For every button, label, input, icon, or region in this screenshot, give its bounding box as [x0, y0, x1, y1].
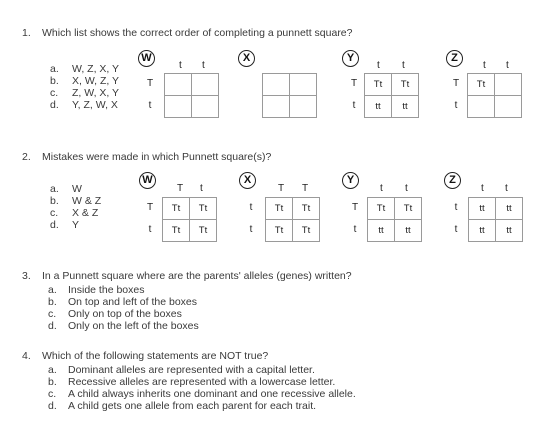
- grid-cell: [495, 74, 522, 96]
- q1-square-z-side-allele-2: t: [454, 100, 458, 111]
- q2-question-text: Mistakes were made in which Punnett square(s)?: [42, 151, 272, 163]
- grid-cell: tt: [368, 220, 395, 242]
- grid-cell: Tt: [163, 198, 190, 220]
- q1-square-w-grid: [164, 73, 219, 118]
- q2-square-y-side-allele-2: t: [353, 224, 357, 235]
- option-letter: b.: [48, 296, 57, 308]
- option-text: Z, W, X, Y: [72, 87, 120, 99]
- grid-cell: Tt: [293, 220, 320, 242]
- q2-square-y-grid: [367, 197, 422, 242]
- q2-square-x-top-allele-2: T: [302, 183, 309, 194]
- q1-square-z-top-allele-2: t: [506, 60, 509, 71]
- q2-square-w-top-allele-1: T: [177, 183, 184, 194]
- q3-option-d[interactable]: [48, 320, 199, 332]
- option-letter: d.: [50, 219, 59, 231]
- option-text: X, W, Z, Y: [72, 75, 120, 87]
- grid-cell: Tt: [190, 198, 217, 220]
- option-letter: b.: [50, 75, 59, 87]
- option-text: Dominant alleles are represented with a capital letter.: [68, 364, 315, 376]
- q1-option-a[interactable]: [50, 63, 119, 75]
- q2-option-c[interactable]: [50, 207, 101, 219]
- q4-option-a[interactable]: [48, 364, 356, 376]
- grid-cell: [192, 74, 219, 96]
- option-text: W, Z, X, Y: [72, 63, 120, 75]
- grid-cell: [263, 96, 290, 118]
- option-text: Inside the boxes: [68, 284, 145, 296]
- q2-square-x-label: X: [239, 172, 256, 189]
- q2-option-b[interactable]: [50, 195, 101, 207]
- q1-square-y-top-allele-2: t: [402, 60, 405, 71]
- q1-square-z-grid: [467, 73, 522, 118]
- option-letter: a.: [48, 284, 57, 296]
- grid-cell: [192, 96, 219, 118]
- grid-cell: Tt: [468, 74, 495, 96]
- grid-cell: tt: [496, 220, 523, 242]
- option-letter: c.: [48, 388, 57, 400]
- q3-question-text: In a Punnett square where are the parents' alleles (genes) written?: [42, 270, 352, 282]
- option-letter: c.: [50, 207, 59, 219]
- q1-number: 1.: [22, 27, 31, 39]
- q4-option-c[interactable]: [48, 388, 356, 400]
- q1-option-c[interactable]: [50, 87, 119, 99]
- q3-option-a[interactable]: [48, 284, 199, 296]
- grid-cell: tt: [392, 96, 419, 118]
- q1-square-y-side-allele-1: T: [350, 78, 358, 89]
- option-text: A child always inherits one dominant and one recessive allele.: [68, 388, 356, 400]
- option-letter: d.: [50, 99, 59, 111]
- q1-options: [50, 63, 119, 111]
- option-letter: c.: [50, 87, 59, 99]
- grid-cell: [165, 96, 192, 118]
- q1-square-w-side-allele-2: t: [148, 100, 152, 111]
- grid-cell: [290, 74, 317, 96]
- q1-square-w-label: W: [138, 50, 155, 67]
- q4-options: [48, 364, 356, 412]
- grid-cell: tt: [496, 198, 523, 220]
- option-letter: a.: [48, 364, 57, 376]
- q2-square-z-side-allele-2: t: [454, 224, 458, 235]
- q2-square-z-label: Z: [444, 172, 461, 189]
- q2-square-y-side-allele-1: T: [351, 202, 359, 213]
- q3-options: [48, 284, 199, 332]
- option-letter: b.: [50, 195, 59, 207]
- option-letter: b.: [48, 376, 57, 388]
- q2-square-w-side-allele-2: t: [148, 224, 152, 235]
- q1-square-y-top-allele-1: t: [377, 60, 380, 71]
- option-text: A child gets one allele from each parent for each trait.: [68, 400, 317, 412]
- q2-square-w-label: W: [139, 172, 156, 189]
- q1-square-w-top-allele-1: t: [179, 60, 182, 71]
- q2-square-z-side-allele-1: t: [454, 202, 458, 213]
- q1-square-w-side-allele-1: T: [146, 78, 154, 89]
- option-text: Only on the left of the boxes: [68, 320, 199, 332]
- q1-square-z-side-allele-1: T: [452, 78, 460, 89]
- q2-options: [50, 183, 101, 231]
- q3-option-b[interactable]: [48, 296, 199, 308]
- q1-square-z-top-allele-1: t: [483, 60, 486, 71]
- grid-cell: Tt: [395, 198, 422, 220]
- q1-option-d[interactable]: [50, 99, 119, 111]
- q2-square-z-top-allele-2: t: [505, 183, 508, 194]
- q1-square-x-grid: [262, 73, 317, 118]
- option-letter: d.: [48, 400, 57, 412]
- grid-cell: Tt: [392, 74, 419, 96]
- q4-number: 4.: [22, 350, 31, 362]
- q1-square-y-grid: [364, 73, 419, 118]
- q1-option-b[interactable]: [50, 75, 119, 87]
- option-text: On top and left of the boxes: [68, 296, 198, 308]
- q4-option-d[interactable]: [48, 400, 356, 412]
- q2-square-z-top-allele-1: t: [481, 183, 484, 194]
- grid-cell: [495, 96, 522, 118]
- option-text: Y: [72, 219, 80, 231]
- q1-square-w-top-allele-2: t: [202, 60, 205, 71]
- q1-question-text: Which list shows the correct order of completing a punnett square?: [42, 27, 353, 39]
- q2-square-y-top-allele-2: t: [405, 183, 408, 194]
- grid-cell: [468, 96, 495, 118]
- q1-square-y-side-allele-2: t: [352, 100, 356, 111]
- q2-option-d[interactable]: [50, 219, 101, 231]
- option-letter: c.: [48, 308, 57, 320]
- q2-square-w-top-allele-2: t: [200, 183, 203, 194]
- grid-cell: Tt: [190, 220, 217, 242]
- option-letter: d.: [48, 320, 57, 332]
- q2-square-x-side-allele-1: t: [249, 202, 253, 213]
- q2-square-x-top-allele-1: T: [278, 183, 285, 194]
- q4-question-text: Which of the following statements are NOT true?: [42, 350, 269, 362]
- grid-cell: tt: [469, 198, 496, 220]
- grid-cell: Tt: [293, 198, 320, 220]
- q4-option-b[interactable]: [48, 376, 356, 388]
- grid-cell: Tt: [365, 74, 392, 96]
- q2-square-w-side-allele-1: T: [146, 202, 154, 213]
- grid-cell: tt: [365, 96, 392, 118]
- option-letter: a.: [50, 183, 59, 195]
- q1-square-y-label: Y: [342, 50, 359, 67]
- q2-square-y-label: Y: [342, 172, 359, 189]
- q2-square-x-grid: [265, 197, 320, 242]
- q3-number: 3.: [22, 270, 31, 282]
- grid-cell: tt: [395, 220, 422, 242]
- q3-option-c[interactable]: [48, 308, 199, 320]
- grid-cell: Tt: [368, 198, 395, 220]
- q2-square-y-top-allele-1: t: [380, 183, 383, 194]
- q2-square-w-grid: [162, 197, 217, 242]
- option-text: X & Z: [72, 207, 99, 219]
- option-text: Y, Z, W, X: [72, 99, 118, 111]
- q2-square-z-grid: [468, 197, 523, 242]
- option-text: W: [72, 183, 82, 195]
- q1-square-z-label: Z: [446, 50, 463, 67]
- grid-cell: [290, 96, 317, 118]
- grid-cell: Tt: [163, 220, 190, 242]
- option-text: Recessive alleles are represented with a lowercase letter.: [68, 376, 336, 388]
- q2-option-a[interactable]: [50, 183, 101, 195]
- grid-cell: [263, 74, 290, 96]
- q2-number: 2.: [22, 151, 31, 163]
- grid-cell: [165, 74, 192, 96]
- grid-cell: Tt: [266, 198, 293, 220]
- option-text: Only on top of the boxes: [68, 308, 182, 320]
- option-text: W & Z: [72, 195, 102, 207]
- option-letter: a.: [50, 63, 59, 75]
- q2-square-x-side-allele-2: t: [249, 224, 253, 235]
- grid-cell: tt: [469, 220, 496, 242]
- grid-cell: Tt: [266, 220, 293, 242]
- q1-square-x-label: X: [238, 50, 255, 67]
